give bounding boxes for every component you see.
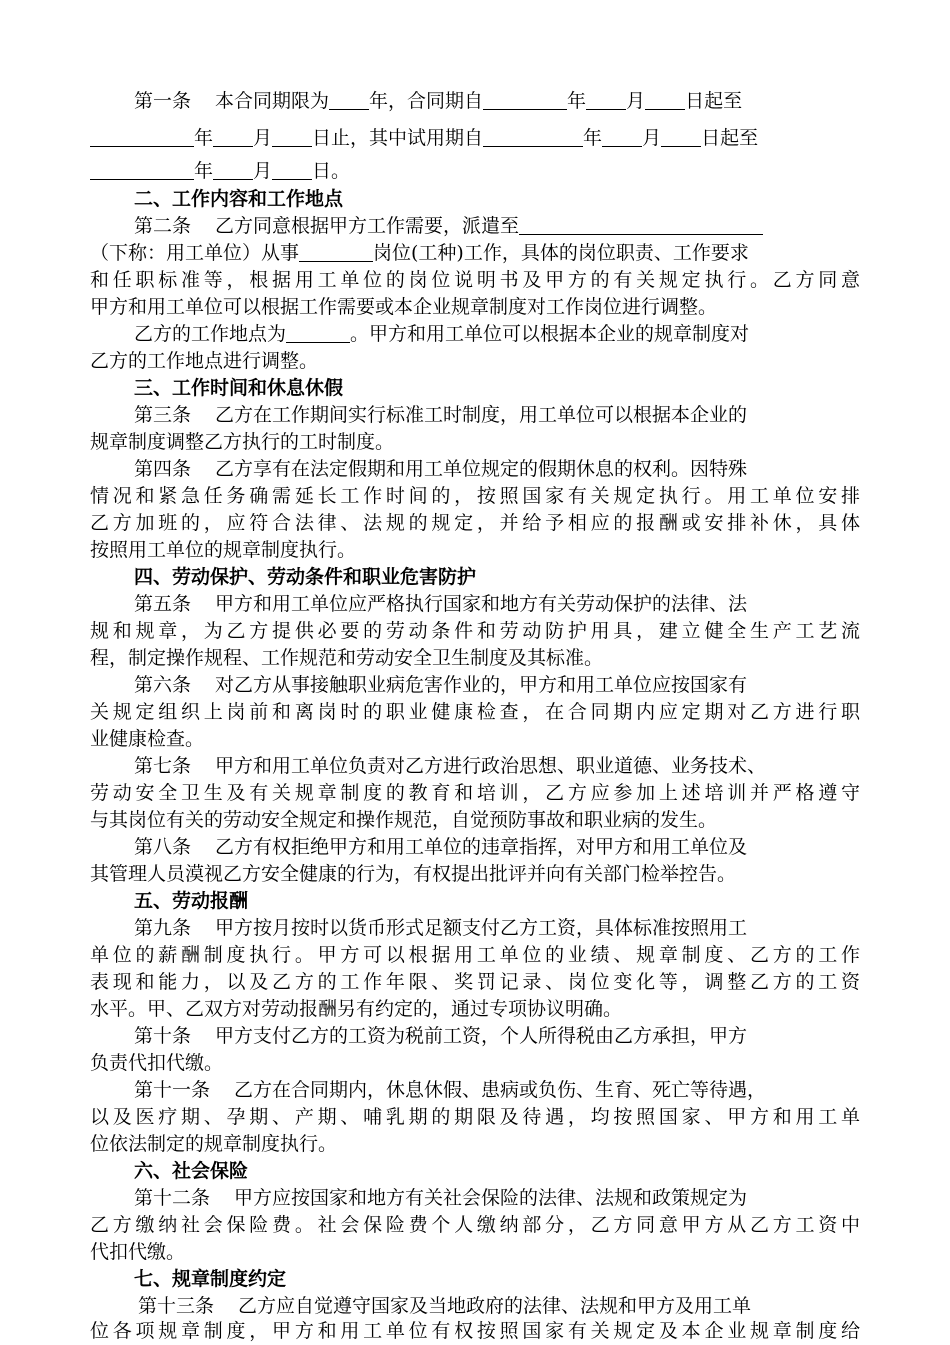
article-9-line-4: 水平。甲、乙双方对劳动报酬另有约定的，通过专项协议明确。 <box>90 998 623 1020</box>
article-number: 第三条 <box>134 404 192 426</box>
blank-probation-end-month <box>213 159 253 180</box>
article-number: 第九条 <box>134 917 192 939</box>
text: 甲方和用工单位负责对乙方进行政治思想、职业道德、业务技术、 <box>215 755 767 777</box>
article-number: 第六条 <box>134 674 192 696</box>
article-4-line-1 <box>134 456 860 483</box>
article-2-line-2 <box>90 240 860 267</box>
article-number: 第十三条 <box>138 1295 215 1317</box>
text: 日起至 <box>685 90 743 112</box>
blank-probation-start-year <box>483 126 583 147</box>
article-5-line-2: 规和规章，为乙方提供必要的劳动条件和劳动防护用具，建立健全生产工艺流 <box>90 620 860 642</box>
section-heading-3: 三、工作时间和休息休假 <box>134 377 344 399</box>
article-4-line-3: 乙方加班的，应符合法律、法规的规定，并给予相应的报酬或安排补休，具体 <box>90 512 860 534</box>
article-10-line-1 <box>134 1023 860 1050</box>
article-3-line-1 <box>134 402 860 429</box>
article-number: 第十条 <box>134 1025 192 1047</box>
article-2-line-6: 乙方的工作地点进行调整。 <box>90 350 319 372</box>
article-11-line-1 <box>134 1077 860 1104</box>
text: 月 <box>626 90 646 112</box>
article-7-line-2: 劳动安全卫生及有关规章制度的教育和培训，乙方应参加上述培训并严格遵守 <box>90 782 860 804</box>
text: 。甲方和用工单位可以根据本企业的规章制度对 <box>350 323 750 345</box>
text: 乙方有权拒绝甲方和用工单位的违章指挥，对甲方和用工单位及 <box>215 836 748 858</box>
text: 乙方享有在法定假期和用工单位规定的假期休息的权利。因特殊 <box>215 458 748 480</box>
blank-position <box>299 241 373 262</box>
article-number: 第八条 <box>134 836 192 858</box>
blank-end-year <box>90 126 194 147</box>
blank-start-day <box>645 89 685 110</box>
text: 日。 <box>312 160 351 182</box>
article-number: 第五条 <box>134 593 192 615</box>
article-5-line-3: 程，制定操作规程、工作规范和劳动安全卫生制度及其标准。 <box>90 647 604 669</box>
blank-years <box>329 89 369 110</box>
article-7-line-1 <box>134 753 860 780</box>
blank-work-location <box>286 322 350 343</box>
article-2-line-3: 和任职标准等，根据用工单位的岗位说明书及甲方的有关规定执行。乙方同意 <box>90 269 860 291</box>
text: 年 <box>194 127 214 149</box>
blank-probation-start-day <box>661 126 701 147</box>
article-8-line-1 <box>134 834 860 861</box>
article-13-line-1 <box>138 1293 864 1320</box>
article-4-line-4: 按照用工单位的规章制度执行。 <box>90 539 357 561</box>
article-number: 第十一条 <box>134 1079 211 1101</box>
article-10-line-2: 负责代扣代缴。 <box>90 1052 224 1074</box>
article-12-line-2: 乙方缴纳社会保险费。社会保险费个人缴纳部分，乙方同意甲方从乙方工资中 <box>90 1214 860 1236</box>
text: 年 <box>567 90 587 112</box>
article-2-line-1 <box>134 213 860 240</box>
text: 本合同期限为 <box>215 90 330 112</box>
blank-probation-start-month <box>602 126 642 147</box>
article-3-line-2: 规章制度调整乙方执行的工时制度。 <box>90 431 395 453</box>
article-9-line-2: 单位的薪酬制度执行。甲方可以根据用工单位的业绩、规章制度、乙方的工作 <box>90 944 860 966</box>
blank-end-month <box>213 126 253 147</box>
text: 甲方按月按时以货币形式足额支付乙方工资，具体标准按照用工 <box>215 917 748 939</box>
section-heading-4: 四、劳动保护、劳动条件和职业危害防护 <box>134 566 477 588</box>
article-6-line-3: 业健康检查。 <box>90 728 205 750</box>
article-9-line-1 <box>134 915 860 942</box>
article-6-line-1 <box>134 672 860 699</box>
blank-probation-end-day <box>272 159 312 180</box>
article-12-line-1 <box>134 1185 860 1212</box>
article-number: 第二条 <box>134 215 192 237</box>
text: 乙方在工作期间实行标准工时制度，用工单位可以根据本企业的 <box>215 404 748 426</box>
article-number: 第四条 <box>134 458 192 480</box>
text: 对乙方从事接触职业病危害作业的，甲方和用工单位应按国家有 <box>215 674 748 696</box>
article-11-line-2: 以及医疗期、孕期、产期、哺乳期的期限及待遇，均按照国家、甲方和用工单 <box>90 1106 860 1128</box>
text: （下称：用工单位）从事 <box>90 242 300 264</box>
article-1-line-3 <box>90 158 860 185</box>
article-number: 第十二条 <box>134 1187 211 1209</box>
article-number: 第七条 <box>134 755 192 777</box>
article-5-line-1 <box>134 591 860 618</box>
section-heading-5: 五、劳动报酬 <box>134 890 249 912</box>
article-6-line-2: 关规定组织上岗前和离岗时的职业健康检查，在合同期内应定期对乙方进行职 <box>90 701 860 723</box>
article-1-line-2 <box>90 125 860 152</box>
text: 月 <box>642 127 662 149</box>
text: 甲方和用工单位应严格执行国家和地方有关劳动保护的法律、法 <box>215 593 748 615</box>
article-9-line-3: 表现和能力，以及乙方的工作年限、奖罚记录、岗位变化等，调整乙方的工资 <box>90 971 860 993</box>
section-heading-6: 六、社会保险 <box>134 1160 249 1182</box>
text: 年 <box>194 160 214 182</box>
article-7-line-3: 与其岗位有关的劳动安全规定和操作规范，自觉预防事故和职业病的发生。 <box>90 809 718 831</box>
article-4-line-2: 情况和紧急任务确需延长工作时间的，按照国家有关规定执行。用工单位安排 <box>90 485 860 507</box>
text: 乙方应自觉遵守国家及当地政府的法律、法规和甲方及用工单 <box>238 1295 752 1317</box>
article-13-line-2: 位各项规章制度，甲方和用工单位有权按照国家有关规定及本企业规章制度给 <box>90 1320 860 1342</box>
text: 岗位(工种)工作，具体的岗位职责、工作要求 <box>373 242 749 264</box>
article-2-line-4: 甲方和用工单位可以根据工作需要或本企业规章制度对工作岗位进行调整。 <box>90 296 718 318</box>
text: 日起至 <box>701 127 759 149</box>
article-12-line-3: 代扣代缴。 <box>90 1241 186 1263</box>
section-heading-2: 二、工作内容和工作地点 <box>134 188 344 210</box>
text: 年，合同期自 <box>369 90 484 112</box>
article-number: 第一条 <box>134 90 192 112</box>
article-8-line-2: 其管理人员漠视乙方安全健康的行为，有权提出批评并向有关部门检举控告。 <box>90 863 737 885</box>
article-2-line-5 <box>134 321 860 348</box>
article-11-line-3: 位依法制定的规章制度执行。 <box>90 1133 338 1155</box>
text: 月 <box>253 127 273 149</box>
text: 乙方同意根据甲方工作需要，派遣至 <box>215 215 520 237</box>
blank-start-month <box>586 89 626 110</box>
blank-dispatch-unit <box>519 214 763 235</box>
section-heading-7: 七、规章制度约定 <box>134 1268 287 1290</box>
article-1-line-1 <box>134 88 860 115</box>
text: 年 <box>583 127 603 149</box>
text: 乙方在合同期内，休息休假、患病或负伤、生育、死亡等待遇， <box>234 1079 767 1101</box>
blank-start-year <box>483 89 567 110</box>
text: 日止，其中试用期自 <box>312 127 484 149</box>
text: 甲方支付乙方的工资为税前工资，个人所得税由乙方承担，甲方 <box>215 1025 748 1047</box>
text: 月 <box>253 160 273 182</box>
blank-probation-end-year <box>90 159 194 180</box>
blank-end-day <box>272 126 312 147</box>
text: 乙方的工作地点为 <box>134 323 287 345</box>
text: 甲方应按国家和地方有关社会保险的法律、法规和政策规定为 <box>234 1187 748 1209</box>
